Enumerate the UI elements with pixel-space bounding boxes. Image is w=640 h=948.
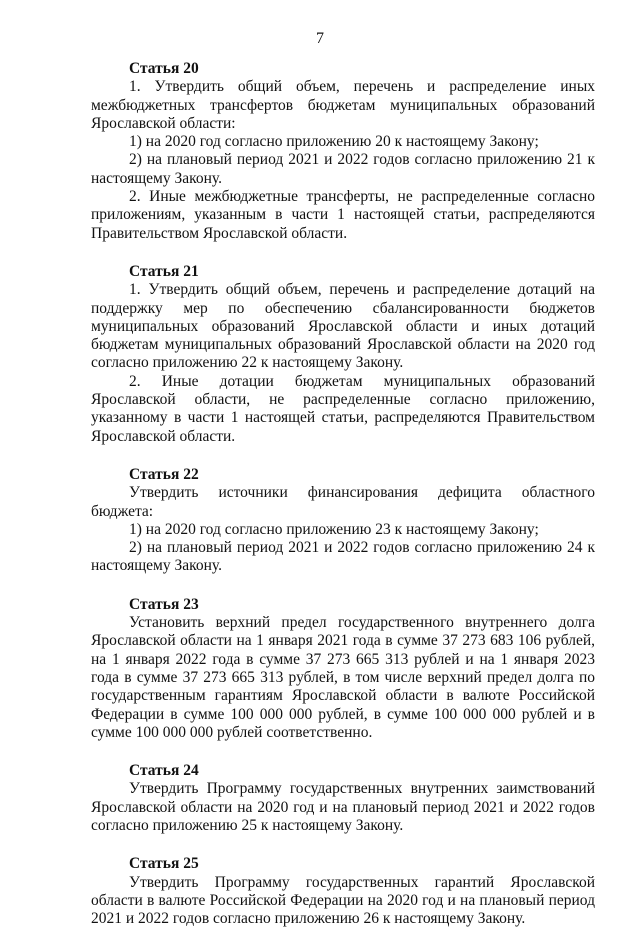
article-22: [91, 466, 595, 576]
article-paragraph: 2. Иные межбюджетные трансферты, не распределенные согласно приложениям, указанным в части 1 настоящей статьи, распределяются Правительством Ярославской области.: [91, 188, 595, 242]
article-paragraph: 2) на плановый период 2021 и 2022 годов согласно приложению 21 к настоящему Закону.: [91, 151, 595, 187]
article-paragraph: 2) на плановый период 2021 и 2022 годов согласно приложению 24 к настоящему Закону.: [91, 539, 595, 575]
article-25: [91, 855, 595, 928]
article-paragraph: Утвердить источники финансирования дефицита областного бюджета:: [91, 484, 595, 520]
article-paragraph: Утвердить Программу государственных внутренних заимствований Ярославской области на 2020 год и на плановый период 2021 и 2022 годов согласно приложению 25 к настоящему Закону.: [91, 780, 595, 834]
article-24: [91, 762, 595, 835]
article-paragraph: 1. Утвердить общий объем, перечень и распределение иных межбюджетных трансфертов бюджетам муниципальных образований Ярославской области:: [91, 78, 595, 132]
article-paragraph: 1) на 2020 год согласно приложению 20 к настоящему Закону;: [129, 133, 539, 151]
article-heading: Статья 22: [129, 465, 199, 483]
article-21: [91, 263, 595, 446]
document-body: [91, 60, 595, 948]
article-paragraph: 2. Иные дотации бюджетам муниципальных образований Ярославской области, не распределенные согласно приложению, указанному в части 1 настоящей статьи, распределяются Правительством Ярославской области.: [91, 372, 595, 445]
article-paragraph: Утвердить Программу государственных гарантий Ярославской области в валюте Российской Федерации на 2020 год и на плановый период 2021 и 2022 годов согласно приложению 26 к настоящему Закону.: [91, 873, 595, 928]
article-paragraph: 1. Утвердить общий объем, перечень и распределение дотаций на поддержку мер по обеспечению сбалансированности бюджетов муниципальных образований Ярославской области и иных дотаций бюджетам муниципальных образований Ярославской области на 2020 год согласно приложению 22 к настоящему Закону.: [91, 281, 595, 372]
article-heading: Статья 20: [129, 60, 199, 77]
article-20: [91, 60, 595, 243]
article-23: [91, 596, 595, 742]
article-heading: Статья 21: [129, 262, 199, 280]
article-heading: Статья 23: [129, 595, 199, 613]
article-heading: Статья 25: [129, 855, 199, 873]
article-paragraph: Установить верхний предел государственного внутреннего долга Ярославской области на 1 января 2021 года в сумме 37 273 683 106 рублей, на 1 января 2022 года в сумме 37 273 665 313 рублей и на 1 января 2023 года в сумме 37 273 665 313 рублей, в том числе верхний предел долга по государственным гарантиям Ярославской области в валюте Российской Федерации в сумме 100 000 000 рублей, в сумме 100 000 000 рублей и в сумме 100 000 000 рублей соответственно.: [91, 614, 595, 741]
article-heading: Статья 24: [129, 762, 199, 780]
page-number: 7: [316, 30, 324, 47]
article-paragraph: 1) на 2020 год согласно приложению 23 к настоящему Закону;: [129, 520, 539, 538]
